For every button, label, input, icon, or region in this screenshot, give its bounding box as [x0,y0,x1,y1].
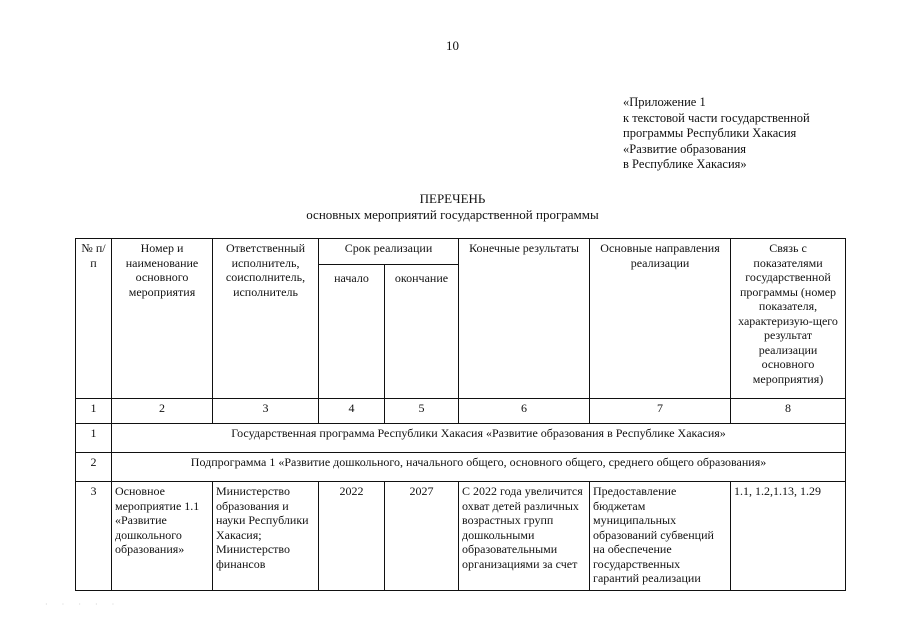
subprogram-title: Подпрограмма 1 «Развитие дошкольного, начального общего, основного общего, среднего общего образования» [112,453,846,482]
column-number: 8 [731,399,846,424]
header-num: № п/п [76,239,112,399]
table-row [76,482,846,591]
column-number: 6 [459,399,590,424]
activity-end: 2027 [385,482,459,591]
header-end: окончание [385,265,459,399]
title-heading: ПЕРЕЧЕНЬ [419,191,486,206]
activity-executor: Министерство образования и науки Республики Хакасия; Министерство финансов [213,482,319,591]
header-period: Срок реализации [319,239,459,265]
activity-results: С 2022 года увеличится охват детей различных возрастных групп дошкольными образовательными организациями за счет [459,482,590,591]
column-number: 5 [385,399,459,424]
activities-table [75,238,846,591]
header-link: Связь с показателями государственной программы (номер показателя, характеризую-щего результат реализации основного мероприятия) [731,239,846,399]
header-results: Конечные результаты [459,239,590,399]
appendix-line: «Приложение 1 [623,95,706,109]
activity-indicators: 1.1, 1.2,1.13, 1.29 [731,482,846,591]
activity-directions: Предоставление бюджетам муниципальных образований субвенций на обеспечение государственных гарантий реализации [590,482,731,591]
header-name: Номер и наименование основного мероприятия [112,239,213,399]
header-directions: Основные направления реализации [590,239,731,399]
header-executor: Ответственный исполнитель, соисполнитель, исполнитель [213,239,319,399]
title-subheading: основных мероприятий государственной программы [306,207,599,222]
appendix-line: в Республике Хакасия» [623,157,747,171]
column-number: 7 [590,399,731,424]
appendix-line: к текстовой части государственной [623,110,810,125]
appendix-note [623,95,810,173]
column-number: 2 [112,399,213,424]
column-number: 1 [76,399,112,424]
appendix-line: «Развитие образования [623,141,747,156]
document-title [0,191,905,223]
table-row [76,424,846,453]
scan-artifact: · · · · · [45,600,121,609]
column-number: 3 [213,399,319,424]
column-number: 4 [319,399,385,424]
header-start: начало [319,265,385,399]
appendix-line: программы Республики Хакасия [623,126,797,140]
row-number: 2 [76,453,112,482]
activity-name: Основное мероприятие 1.1 «Развитие дошкольного образования» [112,482,213,591]
row-number: 3 [76,482,112,591]
activity-start: 2022 [319,482,385,591]
page-number: 10 [446,38,459,53]
row-number: 1 [76,424,112,453]
table-row [76,453,846,482]
program-title: Государственная программа Республики Хакасия «Развитие образования в Республике Хакасия» [112,424,846,453]
